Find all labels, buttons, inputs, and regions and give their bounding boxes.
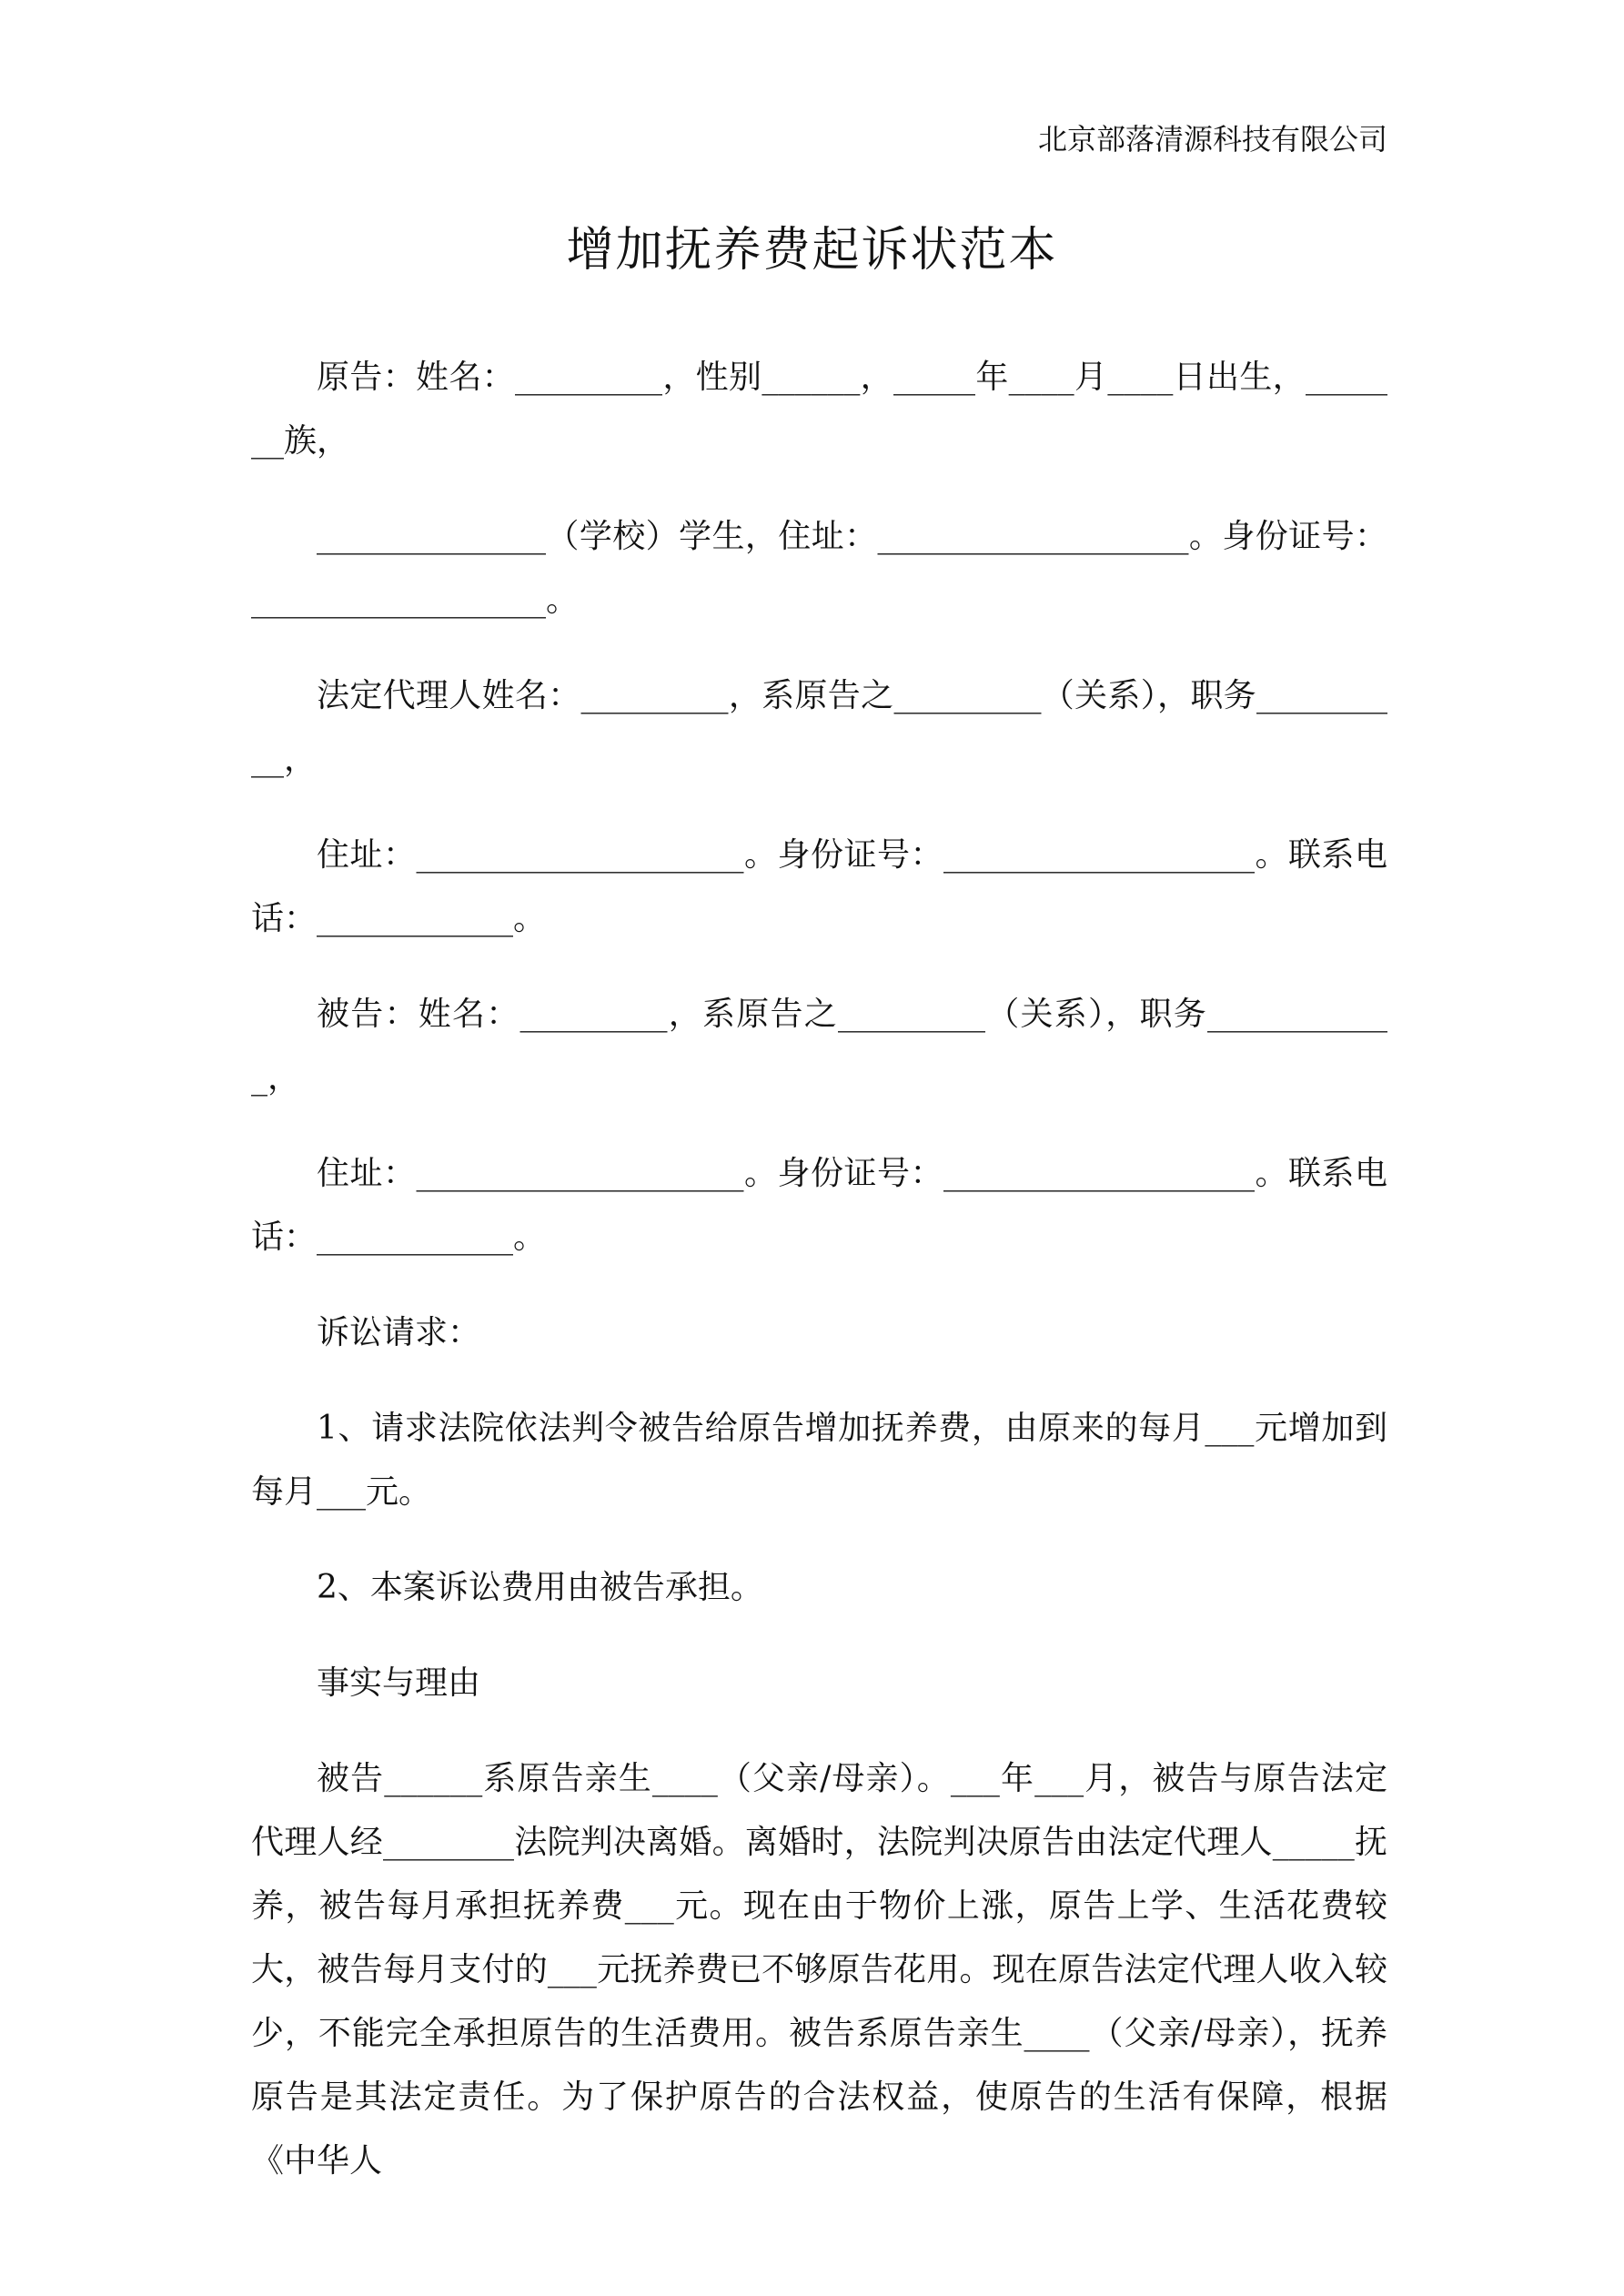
document-body xyxy=(251,346,1387,2225)
facts-paragraph: 被告______系原告亲生____（父亲/母亲）。___年___月，被告与原告法定代理人经________法院判决离婚。离婚时，法院判决原告由法定代理人_____抚养，被告每月承担抚养费___元。现在由于物价上涨，原告上学、生活花费较大，被告每月支付的___元抚养费已不够原告花用。现在原告法定代理人收入较少，不能完全承担原告的生活费用。被告系原告亲生____（父亲/母亲），抚养原告是其法定责任。为了保护原告的合法权益，使原告的生活有保障，根据《中华人 xyxy=(251,1760,1387,2180)
claims-heading: 诉讼请求： xyxy=(317,1314,481,1351)
company-header: 北京部落清源科技有限公司 xyxy=(1037,122,1387,157)
document-title: 增加抚养费起诉状范本 xyxy=(566,223,1058,278)
legal-representative-address: 住址：____________________。身份证号：___________________。联系电话：____________。 xyxy=(251,836,1387,937)
claim-1: 1、请求法院依法判令被告给原告增加抚养费，由原来的每月___元增加到每月___元。 xyxy=(251,1410,1387,1511)
legal-representative-info: 法定代理人姓名：_________，系原告之_________（关系），职务__________， xyxy=(251,677,1387,778)
claim-2: 2、本案诉讼费用由被告承担。 xyxy=(317,1569,763,1606)
plaintiff-school-address: ______________（学校）学生，住址：___________________。身份证号：__________________。 xyxy=(251,518,1387,619)
facts-heading: 事实与理由 xyxy=(317,1664,481,1702)
defendant-info: 被告：姓名：_________，系原告之_________（关系），职务____________， xyxy=(251,996,1387,1097)
defendant-address: 住址：____________________。身份证号：___________________。联系电话：____________。 xyxy=(251,1155,1387,1256)
plaintiff-info: 原告：姓名：_________，性别______，_____年____月____日出生，_______族， xyxy=(251,359,1387,460)
